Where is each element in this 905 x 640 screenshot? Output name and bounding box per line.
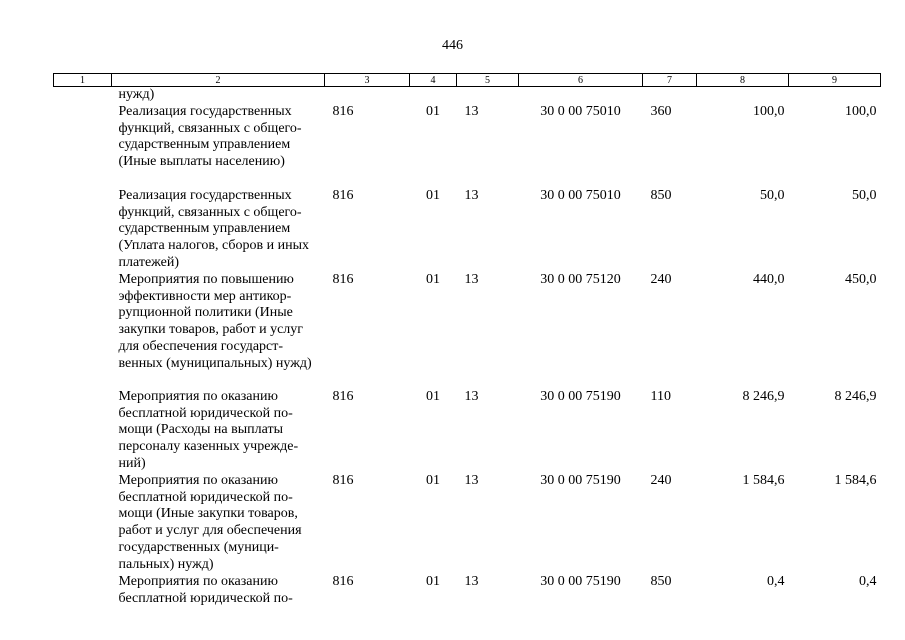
budget-table [53,73,881,607]
table-row [54,188,881,272]
column-number: 2 [112,74,325,87]
column-number: 1 [54,74,112,87]
table-row [54,473,881,574]
amount-year-2: 0,4 [859,573,877,589]
target-article-code: 30 0 00 75190 [540,573,621,589]
ministry-code: 816 [332,271,354,287]
column-number: 4 [410,74,457,87]
amount-year-1: 0,4 [767,573,785,589]
expense-type-code: 240 [650,271,672,287]
subsection-code: 13 [464,103,479,119]
amount-year-1: 440,0 [753,271,785,287]
table-row [54,389,881,473]
expense-type-code: 850 [650,187,672,203]
column-number: 9 [789,74,881,87]
amount-year-2: 1 584,6 [834,472,877,488]
target-article-code: 30 0 00 75190 [540,388,621,404]
target-article-code: 30 0 00 75120 [540,271,621,287]
expense-name: Мероприятия по оказанию бесплатной юридической по- мощи (Иные закупки товаров, работ и услуг для обеспечения государственных (муници- пальных) нужд) [118,472,302,572]
subsection-code: 13 [464,573,479,589]
expense-type-code: 110 [650,388,671,404]
expense-name: Мероприятия по повышению эффективности мер антикор- рупционной политики (Иные закупки товаров, работ и услуг для обеспечения государст- венных (муниципальных) нужд) [118,271,312,371]
amount-year-1: 8 246,9 [742,388,785,404]
target-article-code: 30 0 00 75010 [540,187,621,203]
section-code: 01 [426,271,440,287]
amount-year-1: 50,0 [760,187,785,203]
page-number: 446 [442,38,463,53]
column-number: 8 [697,74,789,87]
table-row [54,574,881,608]
column-number: 5 [457,74,519,87]
expense-type-code: 360 [650,103,672,119]
column-number-header-row [54,74,881,87]
amount-year-2: 50,0 [852,187,877,203]
ministry-code: 816 [332,472,354,488]
subsection-code: 13 [464,187,479,203]
section-code: 01 [426,103,440,119]
subsection-code: 13 [464,388,479,404]
amount-year-1: 1 584,6 [742,472,785,488]
continuation-row [54,87,881,104]
section-code: 01 [426,388,440,404]
table-row [54,272,881,389]
amount-year-2: 8 246,9 [834,388,877,404]
continuation-text: нужд) [118,87,155,102]
section-code: 01 [426,472,440,488]
ministry-code: 816 [332,103,354,119]
ministry-code: 816 [332,573,354,589]
expense-name: Реализация государственных функций, связанных с общего- сударственным управлением (Иные выплаты населению) [118,103,302,170]
column-number: 7 [643,74,697,87]
section-code: 01 [426,187,440,203]
target-article-code: 30 0 00 75190 [540,472,621,488]
amount-year-1: 100,0 [753,103,785,119]
column-number: 6 [519,74,643,87]
expense-name: Мероприятия по оказанию бесплатной юридической по- [118,573,293,606]
column-number: 3 [325,74,410,87]
expense-type-code: 240 [650,472,672,488]
expense-name: Реализация государственных функций, связанных с общего- сударственным управлением (Уплата налогов, сборов и иных платежей) [118,187,309,270]
target-article-code: 30 0 00 75010 [540,103,621,119]
amount-year-2: 100,0 [845,103,877,119]
section-code: 01 [426,573,440,589]
ministry-code: 816 [332,388,354,404]
amount-year-2: 450,0 [845,271,877,287]
expense-type-code: 850 [650,573,672,589]
ministry-code: 816 [332,187,354,203]
table-row [54,104,881,188]
expense-name: Мероприятия по оказанию бесплатной юридической по- мощи (Расходы на выплаты персоналу казенных учрежде- ний) [118,388,299,471]
subsection-code: 13 [464,271,479,287]
subsection-code: 13 [464,472,479,488]
